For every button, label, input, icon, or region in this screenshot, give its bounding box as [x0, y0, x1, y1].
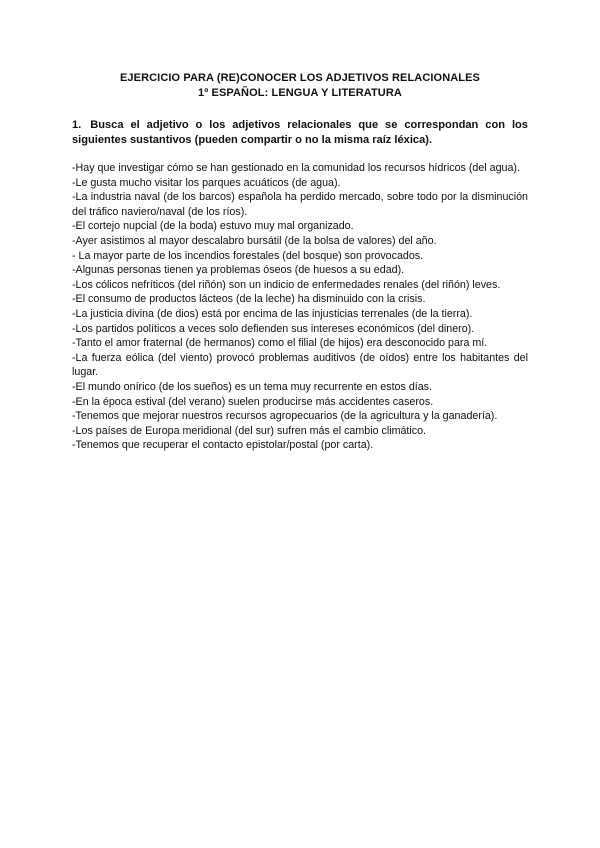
title-line-2: 1º ESPAÑOL: LENGUA Y LITERATURA: [198, 87, 402, 99]
exercise-instruction: [72, 118, 528, 147]
sentence-item: -Algunas personas tienen ya problemas óseos (de huesos a su edad).: [72, 264, 405, 277]
sentence-item: -Ayer asistimos al mayor descalabro bursátil (de la bolsa de valores) del año.: [72, 234, 437, 247]
sentence-item: -Hay que investigar cómo se han gestionado en la comunidad los recursos hídricos (del agua).: [72, 162, 520, 174]
sentence-item: -Tenemos que mejorar nuestros recursos agropecuarios (de la agricultura y la ganadería).: [72, 410, 498, 423]
sentence-item: -La justicia divina (de dios) está por encima de las injusticias terrenales (de la tierra).: [72, 307, 473, 320]
title-line-1: EJERCICIO PARA (RE)CONOCER LOS ADJETIVOS RELACIONALES: [120, 72, 480, 84]
exercise-number: 1.: [72, 119, 82, 131]
sentence-item: -Tanto el amor fraternal (de hermanos) como el filial (de hijos) era desconocido para mí.: [72, 337, 488, 350]
document-title: [72, 71, 528, 101]
sentence-item: -Los partidos políticos a veces solo defienden sus intereses económicos (del dinero).: [72, 322, 475, 335]
sentence-item: - La mayor parte de los incendios forestales (del bosque) son provocados.: [72, 249, 424, 262]
sentence-item: -La industria naval (de los barcos) española ha perdido mercado, sobre todo por la disminución del tráfico naviero/naval (de los ríos).: [72, 191, 528, 218]
sentence-item: -El cortejo nupcial (de la boda) estuvo muy mal organizado.: [72, 220, 354, 233]
sentence-item: -La fuerza eólica (del viento) provocó problemas auditivos (de oídos) entre los habitantes del lugar.: [72, 351, 528, 379]
sentence-item: -El consumo de productos lácteos (de la leche) ha disminuido con la crisis.: [72, 293, 426, 306]
sentence-item: -El mundo onírico (de los sueños) es un tema muy recurrente en estos días.: [72, 380, 432, 393]
sentence-item: -En la época estival (del verano) suelen producirse más accidentes caseros.: [72, 395, 434, 408]
exercise-instruction-text: Busca el adjetivo o los adjetivos relacionales que se correspondan con los siguientes sustantivos (pueden compartir o no la misma raíz léxica).: [72, 119, 528, 146]
sentence-item: -Los cólicos nefríticos (del riñón) son un indicio de enfermedades renales (del riñón) leves.: [72, 278, 501, 291]
sentence-item: -Los países de Europa meridional (del sur) sufren más el cambio climático.: [72, 424, 427, 437]
sentence-item: -Tenemos que recuperar el contacto epistolar/postal (por carta).: [72, 439, 374, 452]
sentence-list: [72, 161, 528, 453]
sentence-item: -Le gusta mucho visitar los parques acuáticos (de agua).: [72, 176, 341, 189]
